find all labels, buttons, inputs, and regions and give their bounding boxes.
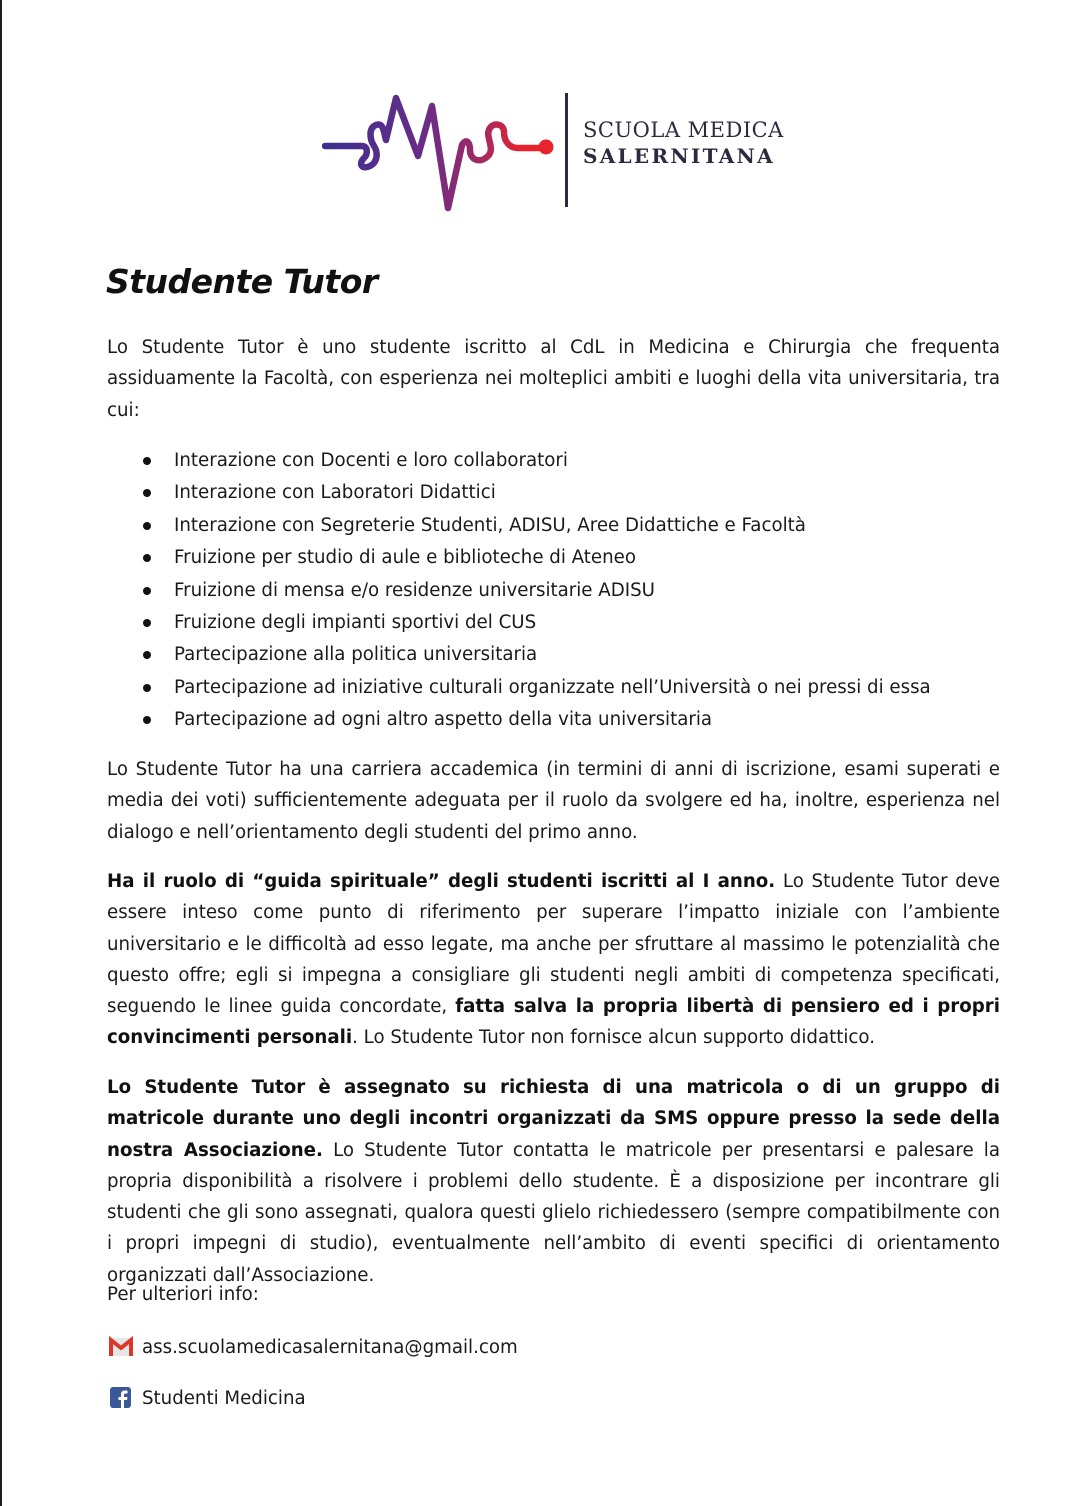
role-bold-lead: Ha il ruolo di “guida spirituale” degli studenti iscritti al I anno. — [107, 871, 776, 892]
role-paragraph: Ha il ruolo di “guida spirituale” degli studenti iscritti al I anno. Lo Studente Tutor deve essere inteso come punto di riferimento per superare l’impatto iniziale con l’ambiente universitario e le difficoltà ad esso legate, ma anche per sfruttare al massimo le potenzialità che questo offre; egli si impegna a consigliare gli studenti negli ambiti di competenza specificati, seguendo le linee guida concordate, fatta salva la propria libertà di pensiero ed i propri convincimenti personali. Lo Studente Tutor non fornisce alcun supporto didattico. — [107, 871, 1000, 1049]
sms-logo — [322, 90, 792, 215]
contact-label: Per ulteriori info: — [107, 1284, 259, 1305]
sms-waveform-logo-icon — [322, 90, 557, 215]
logo-divider — [565, 93, 568, 207]
career-paragraph: Lo Studente Tutor ha una carriera accademica (in termini di anni di iscrizione, esami superati e media dei voti) sufficientemente adeguata per il ruolo da svolgere ed ha, inoltre, esperienza nel dialogo e nell’orientamento degli studenti del primo anno. — [107, 759, 1000, 843]
bullet-icon — [143, 489, 151, 497]
list-item: Interazione con Docenti e loro collaboratori — [107, 445, 1000, 477]
page-title: Studente Tutor — [106, 262, 378, 301]
assignment-paragraph: Lo Studente Tutor è assegnato su richiesta di una matricola o di un gruppo di matricole durante uno degli incontri organizzati da SMS oppure presso la sede della nostra Associazione. Lo Studente Tutor contatta le matricole per presentarsi e palesare la propria disponibilità a risolvere i problemi dello studente. È a disposizione per incontrare gli studenti che gli sono assegnati, qualora questi glielo richiedessero (sempre compatibilmente con i propri impegni di studio), eventualmente nell’ambito di eventi specifici di orientamento organizzati dall’Associazione. — [107, 1077, 1000, 1286]
bullet-icon — [143, 716, 151, 724]
facebook-icon — [109, 1387, 133, 1409]
email-contact[interactable] — [109, 1333, 518, 1361]
intro-text: Lo Studente Tutor è uno studente iscritto al CdL in Medicina e Chirurgia che frequenta assiduamente la Facoltà, con esperienza nei molteplici ambiti e luoghi della vita universitaria, tra cui: — [107, 337, 1000, 421]
list-item: Interazione con Segreterie Studenti, ADISU, Aree Didattiche e Facoltà — [107, 510, 1000, 542]
list-item: Interazione con Laboratori Didattici — [107, 477, 1000, 509]
intro-paragraph — [107, 332, 1000, 426]
gmail-icon — [109, 1336, 133, 1358]
bullet-icon — [143, 619, 151, 627]
bullet-icon — [143, 554, 151, 562]
assignment-bold-lead: Lo Studente Tutor è assegnato su richiesta di una matricola o di un gruppo di matricole durante uno degli incontri organizzati da SMS oppure presso la sede della nostra Associazione. — [107, 1077, 1000, 1161]
bullet-icon — [143, 684, 151, 692]
list-item: Fruizione di mensa e/o residenze universitarie ADISU — [107, 575, 1000, 607]
experience-list — [107, 445, 1000, 737]
list-item: Fruizione per studio di aule e biblioteche di Ateneo — [107, 542, 1000, 574]
email-address[interactable]: ass.scuolamedicasalernitana@gmail.com — [142, 1336, 518, 1358]
bullet-icon — [143, 457, 151, 465]
freedom-bold-text: fatta salva la propria libertà di pensiero ed i propri convincimenti personali — [107, 996, 1000, 1049]
bullet-icon — [143, 522, 151, 530]
list-item: Partecipazione alla politica universitaria — [107, 639, 1000, 671]
facebook-contact[interactable] — [109, 1384, 306, 1412]
logo-text-line2: SALERNITANA — [583, 144, 775, 168]
logo-text-line1: SCUOLA MEDICA — [583, 118, 784, 142]
list-item: Fruizione degli impianti sportivi del CUS — [107, 607, 1000, 639]
bullet-icon — [143, 651, 151, 659]
list-item: Partecipazione ad iniziative culturali organizzate nell’Università o nei pressi di essa — [107, 672, 1000, 704]
list-item: Partecipazione ad ogni altro aspetto della vita universitaria — [107, 704, 1000, 736]
facebook-page-name[interactable]: Studenti Medicina — [142, 1387, 306, 1409]
bullet-icon — [143, 587, 151, 595]
